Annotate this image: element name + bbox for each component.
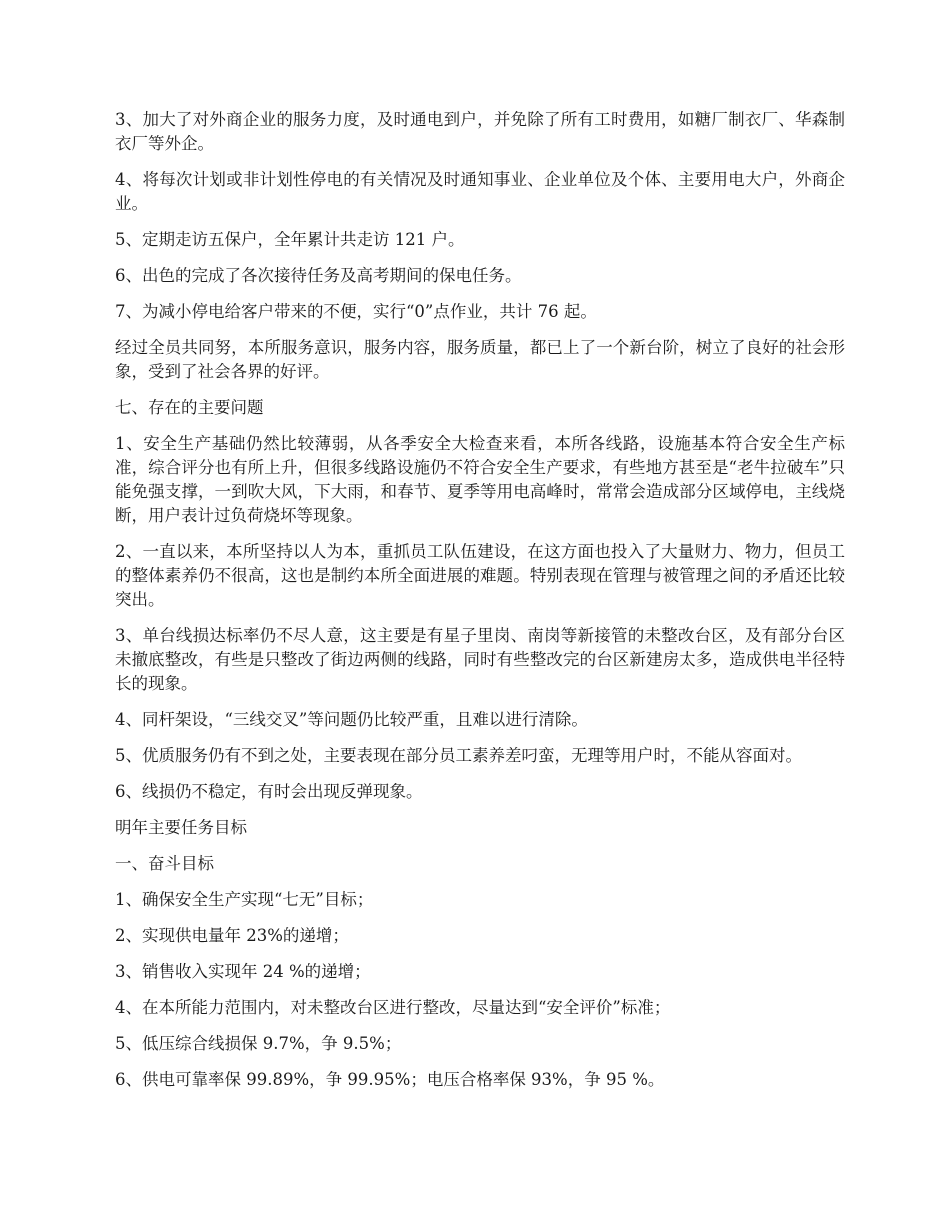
paragraph-service-5: 5、定期走访五保户，全年累计共走访 121 户。 (115, 230, 465, 249)
paragraph-goal-6: 6、供电可靠率保 99.89%，争 99.95%；电压合格率保 93%，争 95 %。 (115, 1070, 665, 1089)
paragraph-service-6: 6、出色的完成了各次接待任务及高考期间的保电任务。 (115, 266, 522, 285)
paragraph-service-7: 7、为减小停电给客户带来的不便，实行“0”点作业，共计 76 起。 (115, 302, 597, 321)
paragraph-problem-6: 6、线损仍不稳定，有时会出现反弹现象。 (115, 782, 423, 801)
paragraph-service-4: 4、将每次计划或非计划性停电的有关情况及时通知事业、企业单位及个体、主要用电大户，外商企业。 (115, 170, 845, 213)
paragraph-goal-4: 4、在本所能力范围内，对未整改台区进行整改，尽量达到“安全评价”标准； (115, 998, 671, 1017)
paragraph-goal-5: 5、低压综合线损保 9.7%，争 9.5%； (115, 1034, 402, 1053)
paragraph-problem-3: 3、单台线损达标率仍不尽人意，这主要是有星子里岗、南岗等新接管的未整改台区，及有部分台区未撤底整改，有些是只整改了街边两侧的线路，同时有些整改完的台区新建房太多，造成供电半径特长的现象。 (115, 626, 845, 693)
paragraph-problem-4: 4、同杆架设，“三线交叉”等问题仍比较严重，且难以进行清除。 (115, 710, 588, 729)
document-page (115, 108, 845, 1104)
paragraph-summary: 经过全员共同努，本所服务意识，服务内容，服务质量，都已上了一个新台阶，树立了良好的社会形象，受到了社会各界的好评。 (115, 338, 845, 381)
paragraph-problem-2: 2、一直以来，本所坚持以人为本，重抓员工队伍建设，在这方面也投入了大量财力、物力，但员工的整体素养仍不很高，这也是制约本所全面进展的难题。特别表现在管理与被管理之间的矛盾还比较突出。 (115, 542, 845, 609)
section-heading-problems: 七、存在的主要问题 (115, 398, 264, 417)
paragraph-goal-1: 1、确保安全生产实现“七无”目标； (115, 890, 374, 909)
paragraph-goal-3: 3、销售收入实现年 24 %的递增； (115, 962, 371, 981)
section-heading-goals: 一、奋斗目标 (115, 854, 214, 873)
paragraph-problem-1: 1、安全生产基础仍然比较薄弱，从各季安全大检查来看，本所各线路，设施基本符合安全生产标准，综合评分也有所上升，但很多线路设施仍不符合安全生产要求，有些地方甚至是“老牛拉破车”只能免强支撑，一到吹大风，下大雨，和春节、夏季等用电高峰时，常常会造成部分区域停电，主线烧断，用户表计过负荷烧坏等现象。 (115, 434, 845, 525)
paragraph-goal-2: 2、实现供电量年 23%的递增； (115, 926, 349, 945)
paragraph-problem-5: 5、优质服务仍有不到之处，主要表现在部分员工素养差叼蛮，无理等用户时，不能从容面对。 (115, 746, 802, 765)
section-heading-next-year: 明年主要任务目标 (115, 818, 247, 837)
paragraph-service-3: 3、加大了对外商企业的服务力度，及时通电到户，并免除了所有工时费用，如糖厂制衣厂、华森制衣厂等外企。 (115, 110, 845, 153)
